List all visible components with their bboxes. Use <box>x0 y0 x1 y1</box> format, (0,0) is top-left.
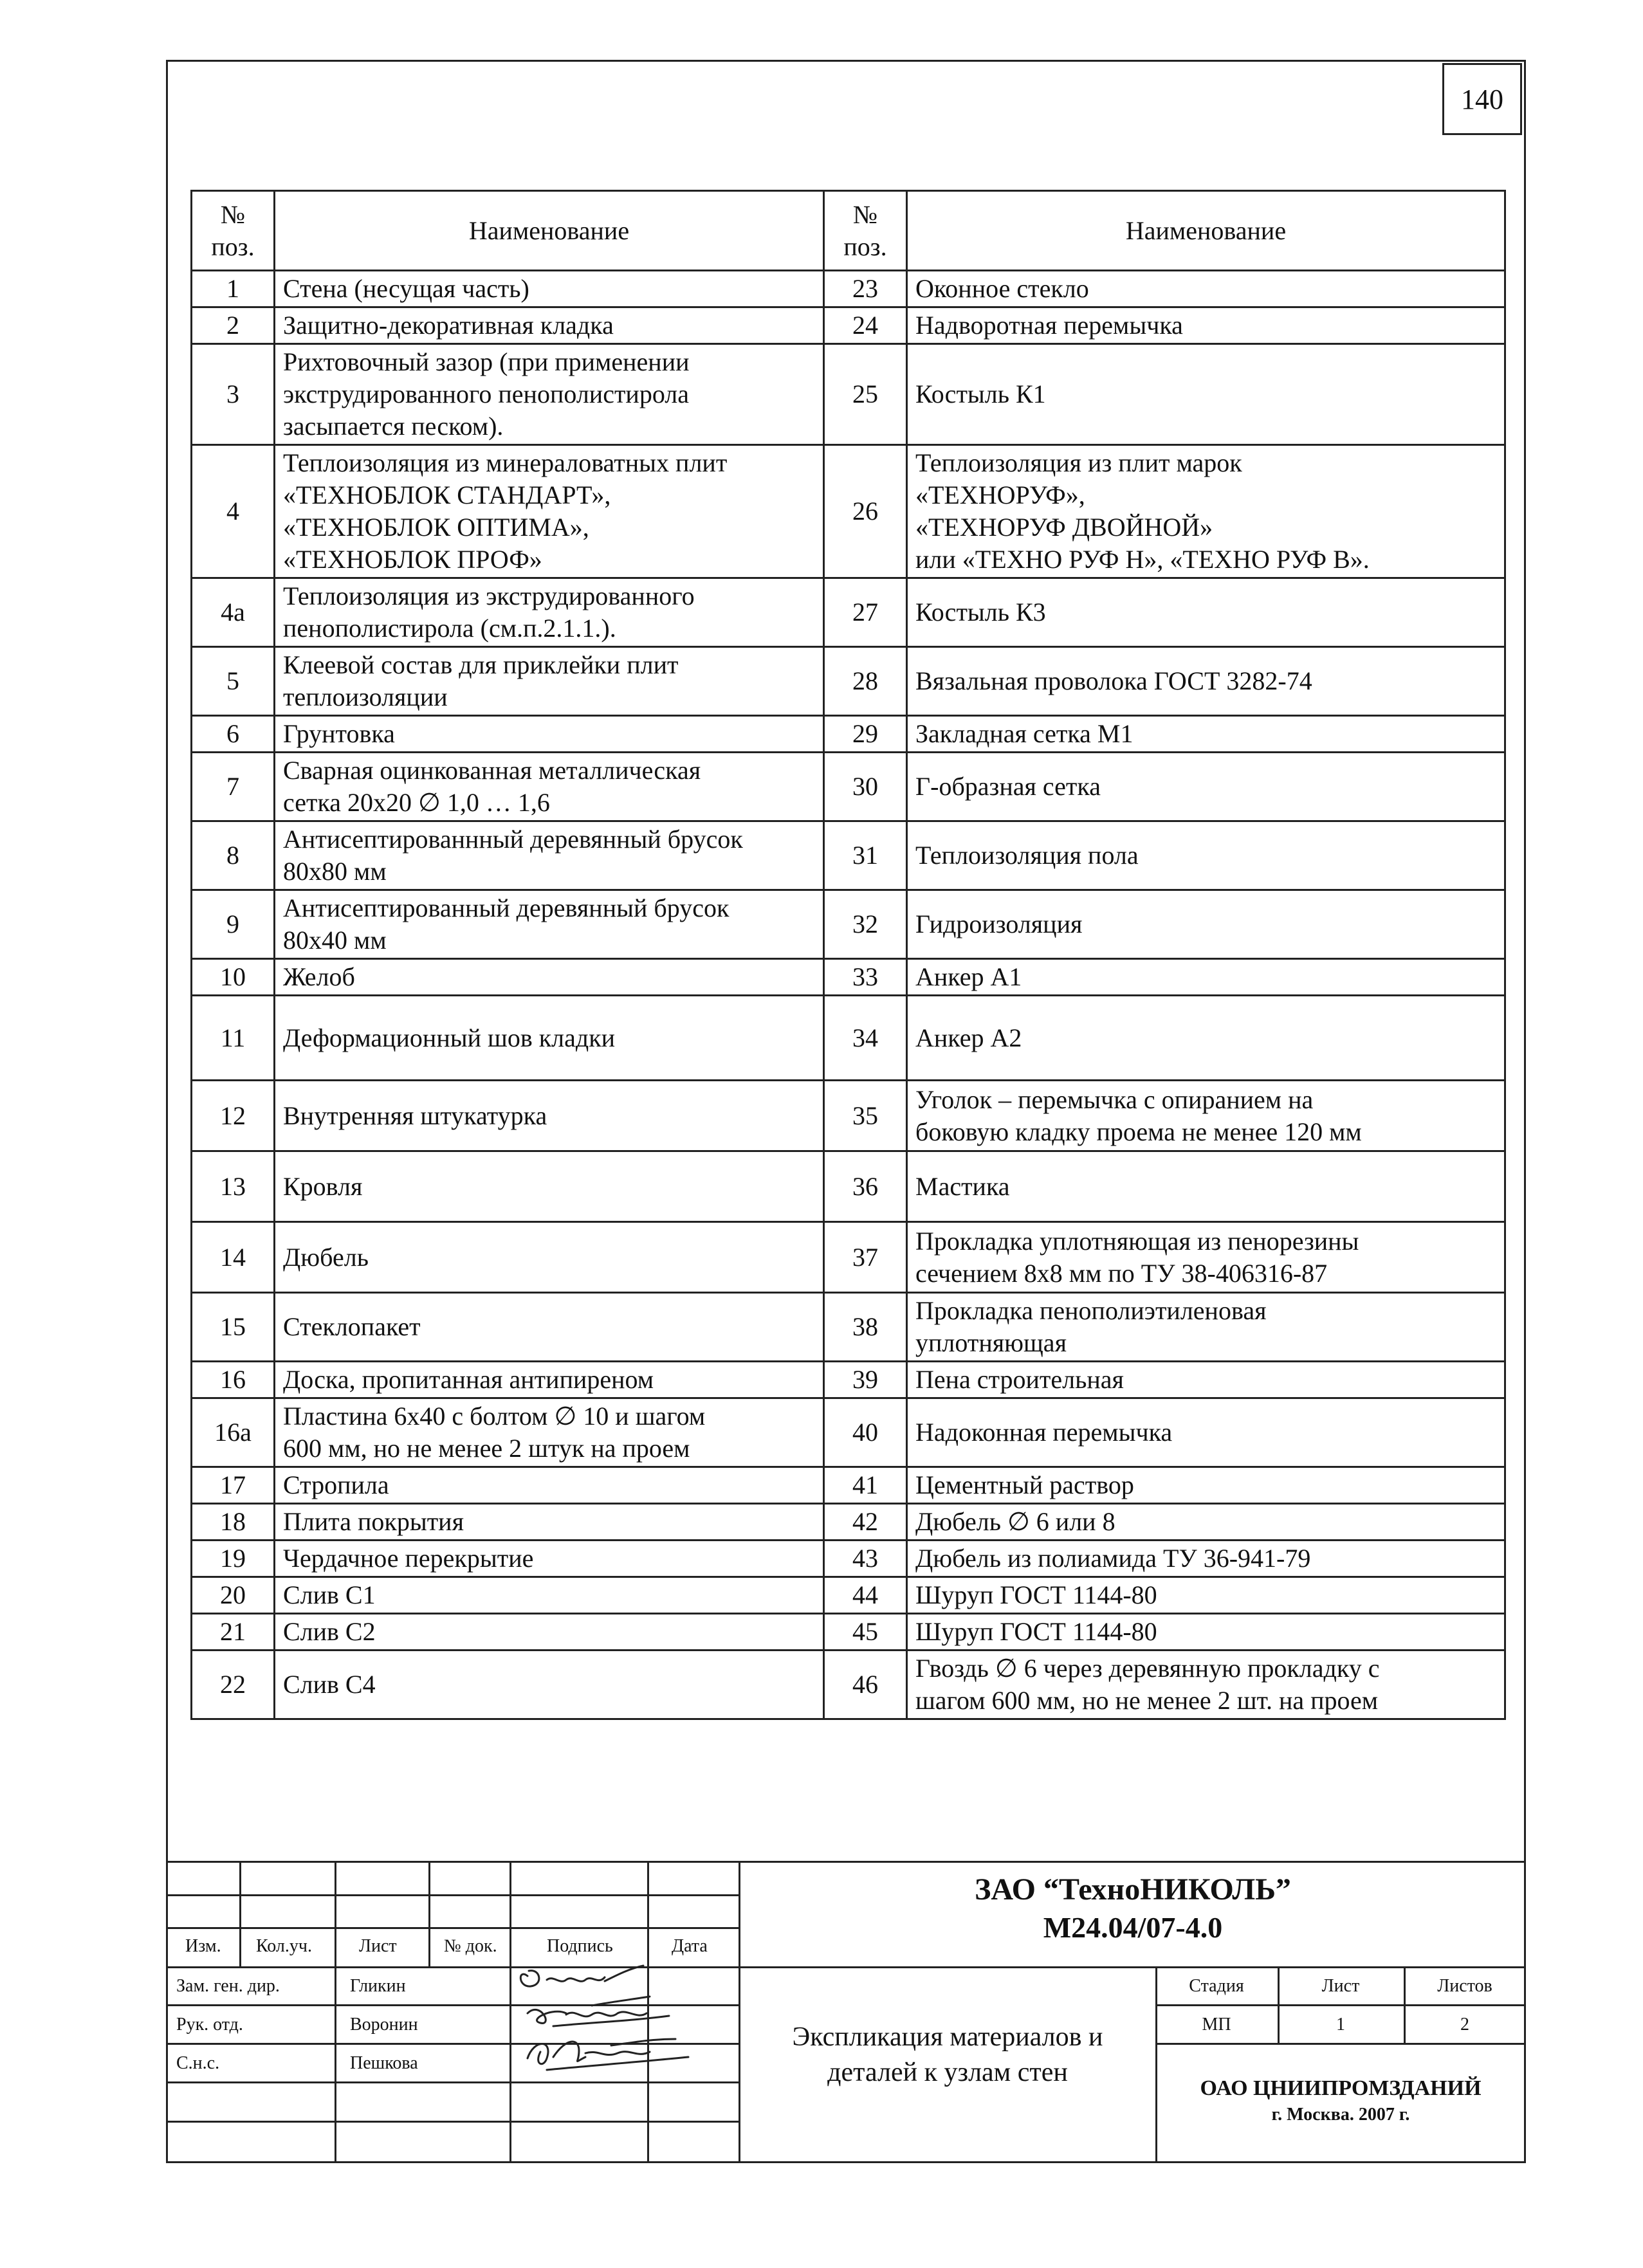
row-num-left: 6 <box>192 716 275 753</box>
row-name-right: Пена строительная <box>907 1362 1505 1398</box>
row-num-right: 36 <box>824 1151 907 1222</box>
titleblock-vline <box>239 1861 241 1966</box>
table-row <box>192 1577 1505 1614</box>
stage-header: Стадия <box>1189 1976 1244 1996</box>
row-name-left: Слив С1 <box>275 1577 824 1614</box>
row-num-left: 17 <box>192 1467 275 1504</box>
table-row <box>192 271 1505 307</box>
row-num-right: 27 <box>824 578 907 647</box>
titleblock-vline <box>335 1861 336 2163</box>
sheet-value: 1 <box>1336 2015 1345 2035</box>
titleblock-line <box>166 1927 739 1929</box>
titleblock-vline <box>509 1861 511 2163</box>
header-num-right: № поз. <box>824 191 907 271</box>
row-name-right: Вязальная проволока ГОСТ 3282-74 <box>907 647 1505 716</box>
row-name-left: Деформационный шов кладки <box>275 996 824 1081</box>
row-name-right: Гидроизоляция <box>907 890 1505 959</box>
row-name-right: Шуруп ГОСТ 1144-80 <box>907 1577 1505 1614</box>
row-num-left: 3 <box>192 344 275 445</box>
table-row <box>192 959 1505 996</box>
row-num-right: 38 <box>824 1293 907 1362</box>
row-num-right: 45 <box>824 1614 907 1651</box>
handwritten-signatures <box>515 1962 721 2090</box>
row-num-left: 11 <box>192 996 275 1081</box>
row-name-right: Г-образная сетка <box>907 753 1505 821</box>
row-name-left: Стена (несущая часть) <box>275 271 824 307</box>
row-name-left: Плита покрытия <box>275 1504 824 1541</box>
row-num-left: 14 <box>192 1222 275 1293</box>
row-num-left: 10 <box>192 959 275 996</box>
row-num-left: 16а <box>192 1398 275 1467</box>
sheet-header: Лист <box>1321 1976 1360 1996</box>
row-num-left: 22 <box>192 1651 275 1719</box>
row-name-left: Слив С2 <box>275 1614 824 1651</box>
row-num-left: 20 <box>192 1577 275 1614</box>
row-num-left: 13 <box>192 1151 275 1222</box>
col-list: Лист <box>359 1936 397 1956</box>
col-podpis: Подпись <box>547 1936 613 1956</box>
stage-value: МП <box>1202 2015 1231 2035</box>
row-name-right: Надоконная перемычка <box>907 1398 1505 1467</box>
table-row <box>192 445 1505 578</box>
table-row <box>192 753 1505 821</box>
row-name-left: Чердачное перекрытие <box>275 1541 824 1577</box>
row-name-left: Сварная оцинкованная металлическая сетка 20х20 ∅ 1,0 … 1,6 <box>275 753 824 821</box>
row-num-left: 2 <box>192 307 275 344</box>
row-name-right: Теплоизоляция из плит марок «ТЕХНОРУФ», «ТЕХНОРУФ ДВОЙНОЙ» или «ТЕХНО РУФ Н», «ТЕХНО РУФ В». <box>907 445 1505 578</box>
row-name-right: Костыль К3 <box>907 578 1505 647</box>
name-voronin: Воронин <box>350 2015 418 2035</box>
row-name-right: Дюбель ∅ 6 или 8 <box>907 1504 1505 1541</box>
titleblock-top-line <box>166 1861 1526 1863</box>
row-num-right: 37 <box>824 1222 907 1293</box>
row-num-left: 9 <box>192 890 275 959</box>
specification-table <box>190 190 1506 1720</box>
row-name-right: Анкер А2 <box>907 996 1505 1081</box>
row-name-right: Цементный раствор <box>907 1467 1505 1504</box>
table-row <box>192 1151 1505 1222</box>
table-row <box>192 1614 1505 1651</box>
row-name-left: Дюбель <box>275 1222 824 1293</box>
titleblock-line <box>166 1894 739 1896</box>
role-dept-head: Рук. отд. <box>176 2015 243 2035</box>
table-header-row <box>192 191 1505 271</box>
table-row <box>192 996 1505 1081</box>
row-name-left: Слив С4 <box>275 1651 824 1719</box>
row-num-left: 8 <box>192 821 275 890</box>
page-number: 140 <box>1442 63 1522 135</box>
row-name-left: Антисептированнный деревянный брусок 80х80 мм <box>275 821 824 890</box>
row-name-right: Закладная сетка М1 <box>907 716 1505 753</box>
row-name-left: Антисептированный деревянный брусок 80х40 мм <box>275 890 824 959</box>
row-name-right: Прокладка уплотняющая из пенорезины сечением 8х8 мм по ТУ 38-406316-87 <box>907 1222 1505 1293</box>
row-num-right: 25 <box>824 344 907 445</box>
table-row <box>192 1504 1505 1541</box>
table-row <box>192 890 1505 959</box>
titleblock-vline <box>428 1861 430 1966</box>
row-name-left: Доска, пропитанная антипиреном <box>275 1362 824 1398</box>
table-row <box>192 647 1505 716</box>
table-row <box>192 821 1505 890</box>
row-num-left: 12 <box>192 1081 275 1151</box>
row-num-left: 4а <box>192 578 275 647</box>
row-num-right: 23 <box>824 271 907 307</box>
row-num-right: 24 <box>824 307 907 344</box>
col-kol-uch: Кол.уч. <box>256 1936 312 1956</box>
document-code: М24.04/07-4.0 <box>1043 1911 1223 1944</box>
row-name-left: Теплоизоляция из минераловатных плит «ТЕХНОБЛОК СТАНДАРТ», «ТЕХНОБЛОК ОПТИМА», «ТЕХНОБЛОК ПРОФ» <box>275 445 824 578</box>
row-name-right: Гвоздь ∅ 6 через деревянную прокладку с шагом 600 мм, но не менее 2 шт. на проем <box>907 1651 1505 1719</box>
titleblock-line <box>1155 2043 1526 2045</box>
col-izm: Изм. <box>185 1936 221 1956</box>
row-name-right: Оконное стекло <box>907 271 1505 307</box>
row-num-right: 34 <box>824 996 907 1081</box>
row-name-right: Теплоизоляция пола <box>907 821 1505 890</box>
row-num-right: 41 <box>824 1467 907 1504</box>
row-num-right: 46 <box>824 1651 907 1719</box>
row-name-right: Анкер А1 <box>907 959 1505 996</box>
titleblock-line <box>166 1966 1526 1968</box>
document-title: Экспликация материалов и деталей к узлам стен <box>792 2022 1103 2087</box>
row-name-right: Шуруп ГОСТ 1144-80 <box>907 1614 1505 1651</box>
organization-city-year: г. Москва. 2007 г. <box>1271 2105 1410 2125</box>
header-num-left: № поз. <box>192 191 275 271</box>
row-num-right: 44 <box>824 1577 907 1614</box>
row-num-left: 21 <box>192 1614 275 1651</box>
row-name-left: Рихтовочный зазор (при применении экструдированного пенополистирола засыпается песком). <box>275 344 824 445</box>
row-num-right: 32 <box>824 890 907 959</box>
row-name-left: Желоб <box>275 959 824 996</box>
table-row <box>192 1222 1505 1293</box>
row-num-left: 5 <box>192 647 275 716</box>
name-peshkova: Пешкова <box>350 2053 418 2073</box>
row-num-right: 28 <box>824 647 907 716</box>
titleblock-line <box>1155 2004 1526 2006</box>
table-row <box>192 716 1505 753</box>
table-row <box>192 578 1505 647</box>
row-num-left: 18 <box>192 1504 275 1541</box>
row-num-left: 16 <box>192 1362 275 1398</box>
row-name-right: Мастика <box>907 1151 1505 1222</box>
row-name-right: Уголок – перемычка с опиранием на боковую кладку проема не менее 120 мм <box>907 1081 1505 1151</box>
row-num-right: 43 <box>824 1541 907 1577</box>
table-row <box>192 307 1505 344</box>
row-num-left: 1 <box>192 271 275 307</box>
row-num-right: 40 <box>824 1398 907 1467</box>
row-num-right: 42 <box>824 1504 907 1541</box>
table-row <box>192 1541 1505 1577</box>
row-name-left: Кровля <box>275 1151 824 1222</box>
row-num-right: 31 <box>824 821 907 890</box>
company-name: ЗАО “ТехноНИКОЛЬ” <box>975 1872 1291 1907</box>
table-row <box>192 1467 1505 1504</box>
row-name-left: Защитно-декоративная кладка <box>275 307 824 344</box>
row-name-right: Надворотная перемычка <box>907 307 1505 344</box>
row-num-left: 7 <box>192 753 275 821</box>
row-name-left: Стеклопакет <box>275 1293 824 1362</box>
table-row <box>192 1293 1505 1362</box>
row-num-right: 39 <box>824 1362 907 1398</box>
row-num-right: 26 <box>824 445 907 578</box>
organization-name: ОАО ЦНИИПРОМЗДАНИЙ <box>1200 2076 1482 2100</box>
name-glikin: Гликин <box>350 1976 406 1996</box>
sheets-value: 2 <box>1460 2015 1469 2035</box>
row-name-right: Костыль К1 <box>907 344 1505 445</box>
table-row <box>192 1398 1505 1467</box>
sheets-header: Листов <box>1437 1976 1492 1996</box>
row-num-right: 33 <box>824 959 907 996</box>
row-name-right: Дюбель из полиамида ТУ 36-941-79 <box>907 1541 1505 1577</box>
row-name-left: Внутренняя штукатурка <box>275 1081 824 1151</box>
table-row <box>192 344 1505 445</box>
table-row <box>192 1651 1505 1719</box>
row-num-right: 29 <box>824 716 907 753</box>
row-num-left: 15 <box>192 1293 275 1362</box>
row-name-left: Пластина 6х40 с болтом ∅ 10 и шагом 600 мм, но не менее 2 штук на проем <box>275 1398 824 1467</box>
col-data: Дата <box>672 1936 708 1956</box>
row-name-left: Клеевой состав для приклейки плит теплоизоляции <box>275 647 824 716</box>
header-name-left: Наименование <box>275 191 824 271</box>
row-num-right: 30 <box>824 753 907 821</box>
role-deputy-director: Зам. ген. дир. <box>176 1976 280 1996</box>
row-name-right: Прокладка пенополиэтиленовая уплотняющая <box>907 1293 1505 1362</box>
titleblock-line <box>166 2121 739 2123</box>
role-senior-researcher: С.н.с. <box>176 2053 220 2073</box>
table-row <box>192 1362 1505 1398</box>
row-num-left: 19 <box>192 1541 275 1577</box>
table-row <box>192 1081 1505 1151</box>
row-num-right: 35 <box>824 1081 907 1151</box>
row-name-left: Теплоизоляция из экструдированного пенополистирола (см.п.2.1.1.). <box>275 578 824 647</box>
row-name-left: Стропила <box>275 1467 824 1504</box>
row-name-left: Грунтовка <box>275 716 824 753</box>
col-ndok: № док. <box>444 1936 497 1956</box>
header-name-right: Наименование <box>907 191 1505 271</box>
row-num-left: 4 <box>192 445 275 578</box>
